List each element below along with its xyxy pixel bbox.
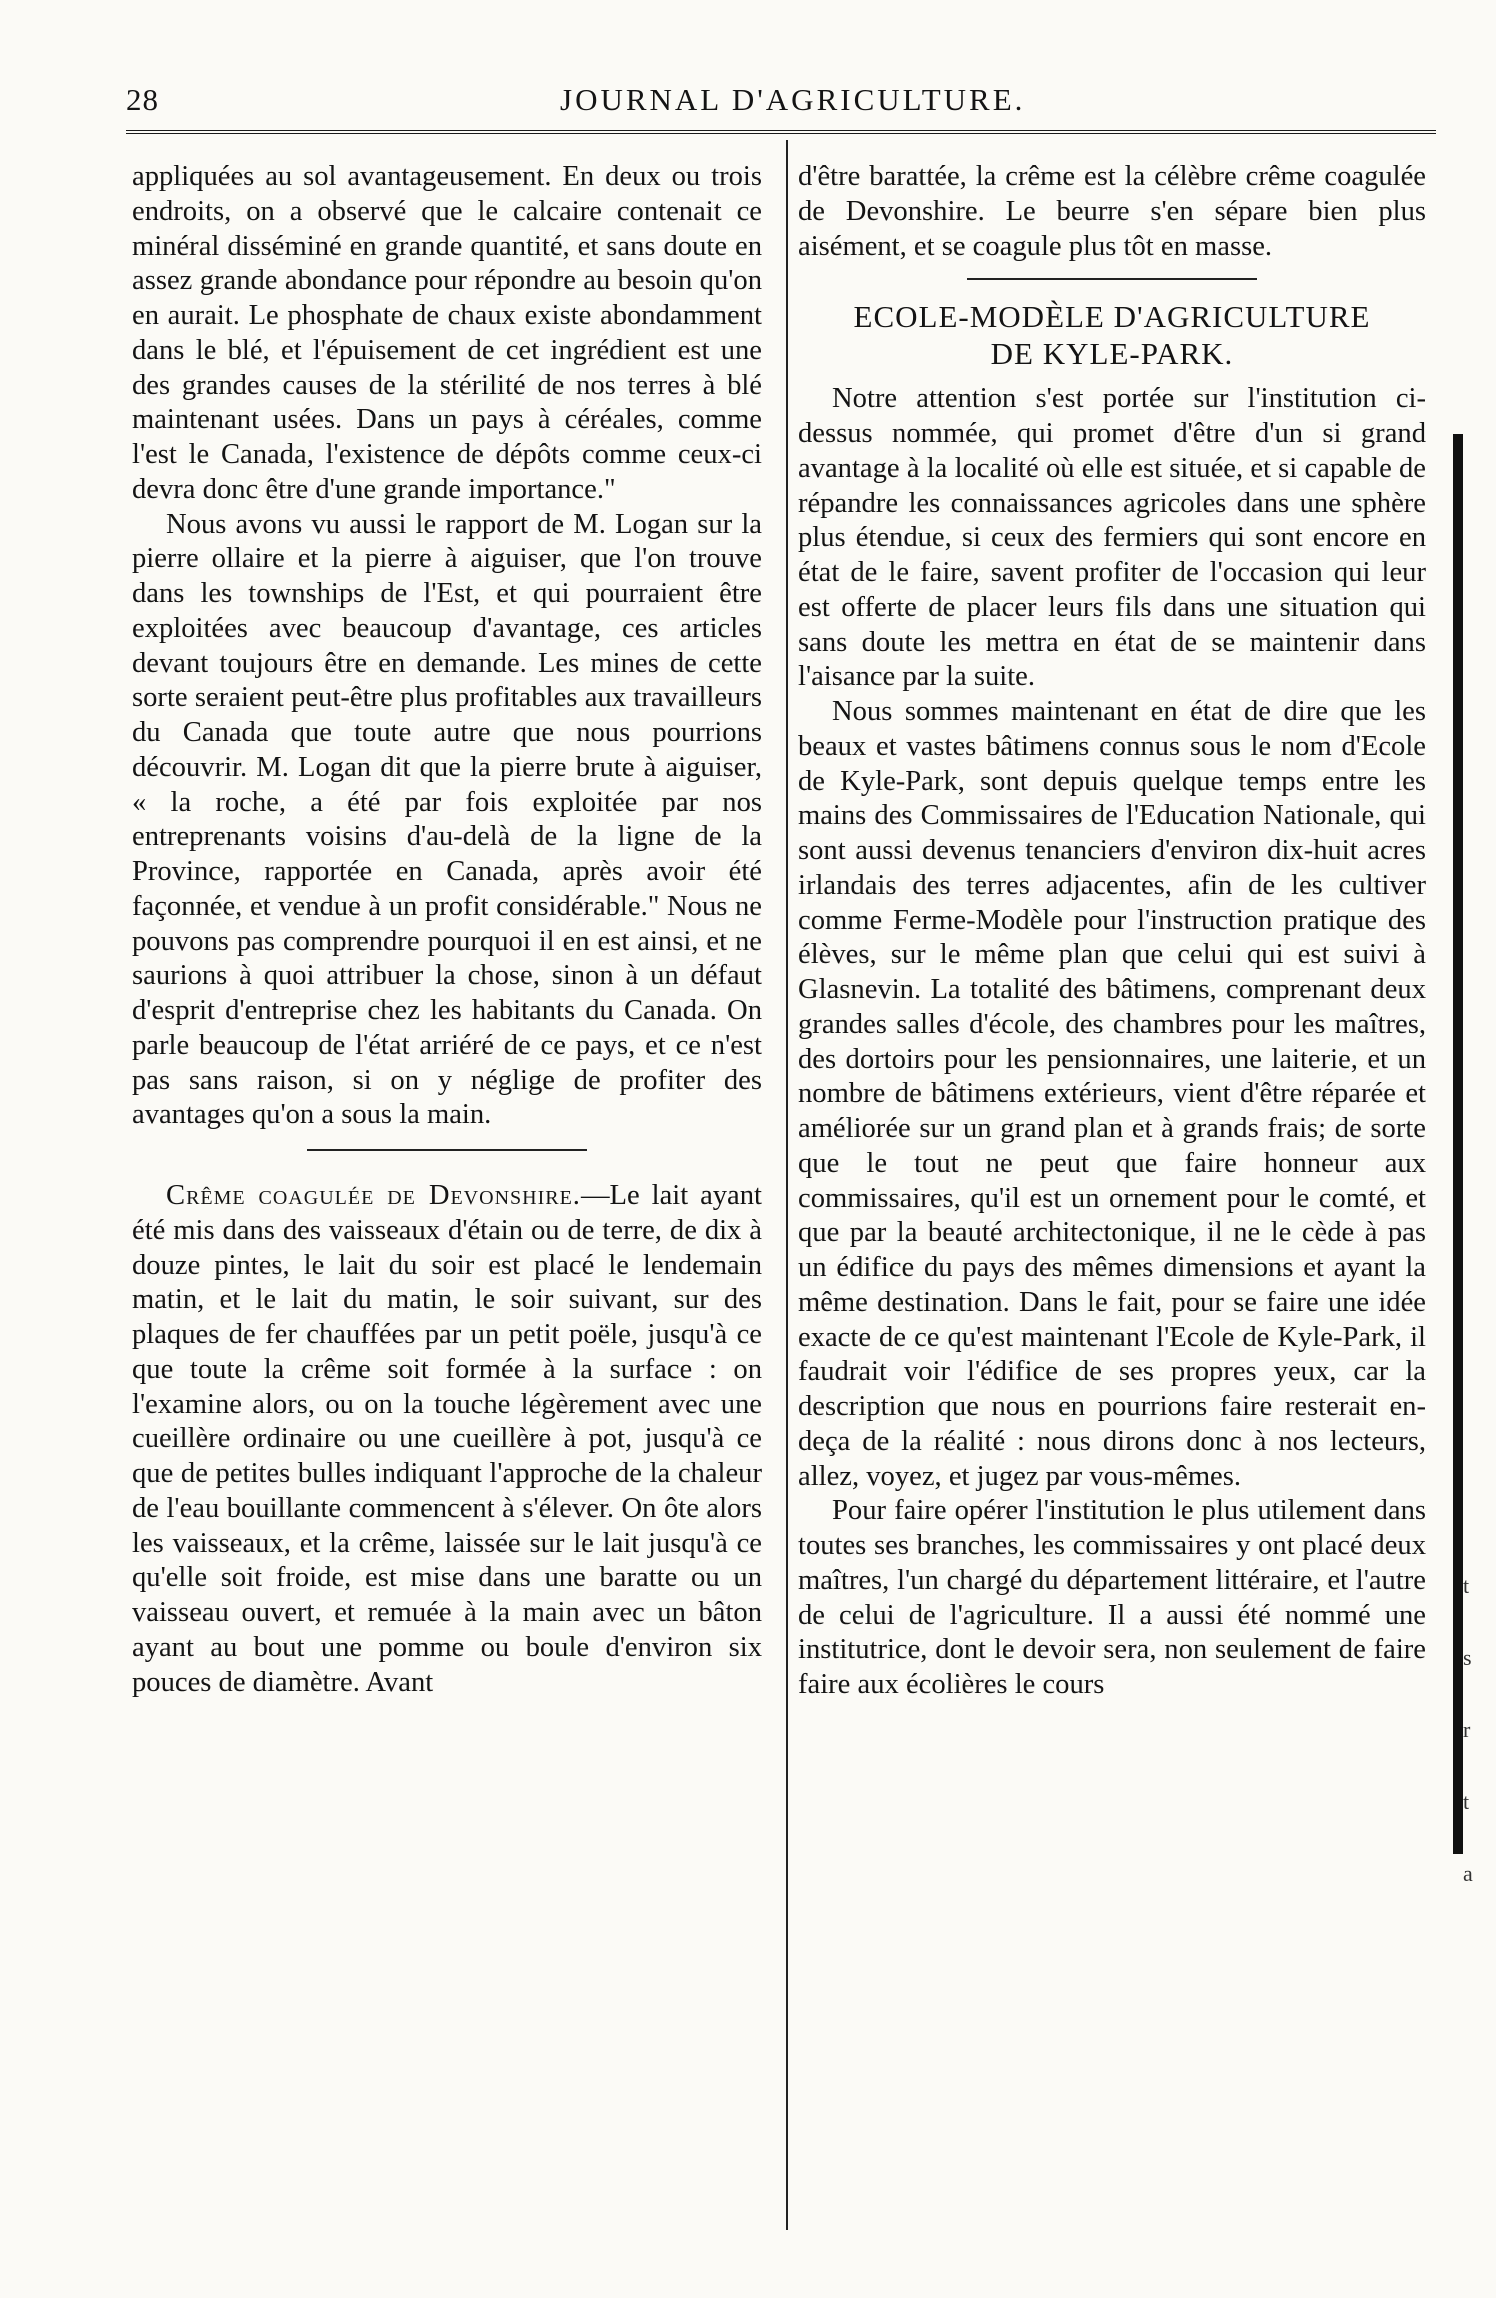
section-separator-right (967, 278, 1257, 280)
devonshire-article (132, 1179, 762, 1700)
devonshire-article-body: —Le lait ayant été mis dans des vaisseaux d'étain ou de terre, de dix à douze pintes, le lait du soir est placé le lendemain matin, et le lait du matin, le soir suivant, sur des plaques de fer chauffées par un petit poële, jusqu'à ce que toute la crême soit formée à la surface : on l'examine alors, ou on la touche légèrement avec une cueillère ordinaire ou une cueillère à pot, jusqu'à ce que de petites bulles indiquant l'approche de la chaleur de l'eau bouillante commencent à s'élever. On ôte alors les vaisseaux, et la crême, laissée sur le lait jusqu'à ce qu'elle soit froide, est mise dans une baratte ou un vaisseau ouvert, et remuée à la main avec un bâton ayant au bout une pomme ou boule d'environ six pouces de diamètre. Avant (132, 1180, 762, 1698)
kyle-park-section-title (798, 298, 1426, 372)
right-column (798, 160, 1426, 1703)
right-paragraph-1: d'être barattée, la crême est la célèbre crême coagulée de Devonshire. Le beurre s'en sépare bien plus aisément, et se coagule plus tôt en masse. (798, 161, 1426, 262)
margin-fragment: r (1463, 1717, 1471, 1742)
page-header (0, 0, 1496, 150)
section-title-line-1: ECOLE-MODÈLE D'AGRICULTURE (853, 299, 1371, 335)
devonshire-article-title: Crême coagulée de Devonshire. (166, 1180, 581, 1211)
running-title: JOURNAL D'AGRICULTURE. (560, 82, 1026, 117)
column-divider (786, 140, 788, 2230)
margin-fragments (1463, 1550, 1487, 1910)
section-title-line-2: DE KYLE-PARK. (990, 336, 1234, 372)
margin-fragment: a (1463, 1861, 1473, 1886)
section-separator (307, 1149, 587, 1151)
margin-fragment: t (1463, 1789, 1470, 1814)
margin-fragment: t (1463, 1573, 1470, 1598)
margin-fragment: s (1463, 1645, 1472, 1670)
right-paragraph-2: Notre attention s'est portée sur l'institution ci-dessus nommée, qui promet d'être d'un si grand avantage à la localité où elle est située, et si capable de répandre les connaissances agricoles dans une sphère plus étendue, si ceux des fermiers qui sont encore en état de le faire, savent profiter de l'occasion qui leur est offerte de placer leurs fils dans une situation qui sans doute les mettra en état de se maintenir dans l'aisance par la suite. (798, 383, 1426, 693)
right-paragraph-4: Pour faire opérer l'institution le plus utilement dans toutes ses branches, les commissaires y ont placé deux maîtres, l'un chargé du département littéraire, et l'autre de celui de l'agriculture. Il a aussi été nommé une institutrice, dont le devoir sera, non seulement de faire faire aux écolières le cours (798, 1495, 1426, 1700)
left-paragraph-1: appliquées au sol avantageusement. En deux ou trois endroits, on a observé que le calcaire contenait ce minéral disséminé en grande quantité, et sans doute en assez grande abondance pour répondre au besoin qu'on en aurait. Le phosphate de chaux existe abondamment dans le blé, et l'épuisement de cet ingrédient est une des grandes causes de la stérilité de nos terres à blé maintenant usées. Dans un pays à céréales, comme l'est le Canada, l'existence de dépôts comme ceux-ci devra donc être d'une grande importance." (132, 161, 762, 505)
right-paragraph-3: Nous sommes maintenant en état de dire que les beaux et vastes bâtimens connus sous le nom d'Ecole de Kyle-Park, sont depuis quelque temps entre les mains des Commissaires de l'Education Nationale, qui sont aussi devenus tenanciers d'environ dix-huit acres irlandais des terres adjacentes, afin de les cultiver comme Ferme-Modèle pour l'instruction pratique des élèves, sur le même plan que celui qui est suivi à Glasnevin. La totalité des bâtimens, comprenant deux grandes salles d'école, des chambres pour les maîtres, des dortoirs pour les pensionnaires, une laiterie, et un nombre de bâtimens extérieurs, vient d'être réparée et améliorée sur un grand plan et à grands frais; de sorte que le tout ne peut que faire honneur aux commissaires, qu'il est un ornement pour le comté, et que par la beauté architectonique, il ne le cède à pas un édifice du pays des mêmes dimensions et ayant la même destination. Dans le fait, pour se faire une idée exacte de ce qu'est maintenant l'Ecole de Kyle-Park, il faudrait voir l'édifice de ses propres yeux, car la description que nous en pourrions faire resterait en-deça de la réalité : nous dirons donc à nos lecteurs, allez, voyez, et jugez par vous-mêmes. (798, 696, 1426, 1492)
left-column (132, 160, 762, 1700)
left-paragraph-2: Nous avons vu aussi le rapport de M. Logan sur la pierre ollaire et la pierre à aiguiser, que l'on trouve dans les townships de l'Est, et qui pourraient être exploitées avec beaucoup d'avantage, ces articles devant toujours être en demande. Les mines de cette sorte seraient peut-être plus profitables aux travailleurs du Canada que toute autre que nous pourrions découvrir. M. Logan dit que la pierre brute à aiguiser, « la roche, a été par fois exploitée par nos entreprenants voisins d'au-delà de la ligne de la Province, rapportée en Canada, après avoir été façonnée, et vendue à un profit considérable." Nous ne pouvons pas comprendre pourquoi il en est ainsi, et ne saurions à quoi attribuer la chose, sinon à un défaut d'esprit d'entreprise chez les habitants du Canada. On parle beaucoup de l'état arriéré de ce pays, et ce n'est pas sans raison, si on y néglige de profiter des avantages qu'on a sous la main. (132, 508, 762, 1131)
header-double-rule (126, 130, 1436, 134)
margin-binding-bar (1453, 434, 1463, 1854)
page-number: 28 (126, 82, 159, 117)
